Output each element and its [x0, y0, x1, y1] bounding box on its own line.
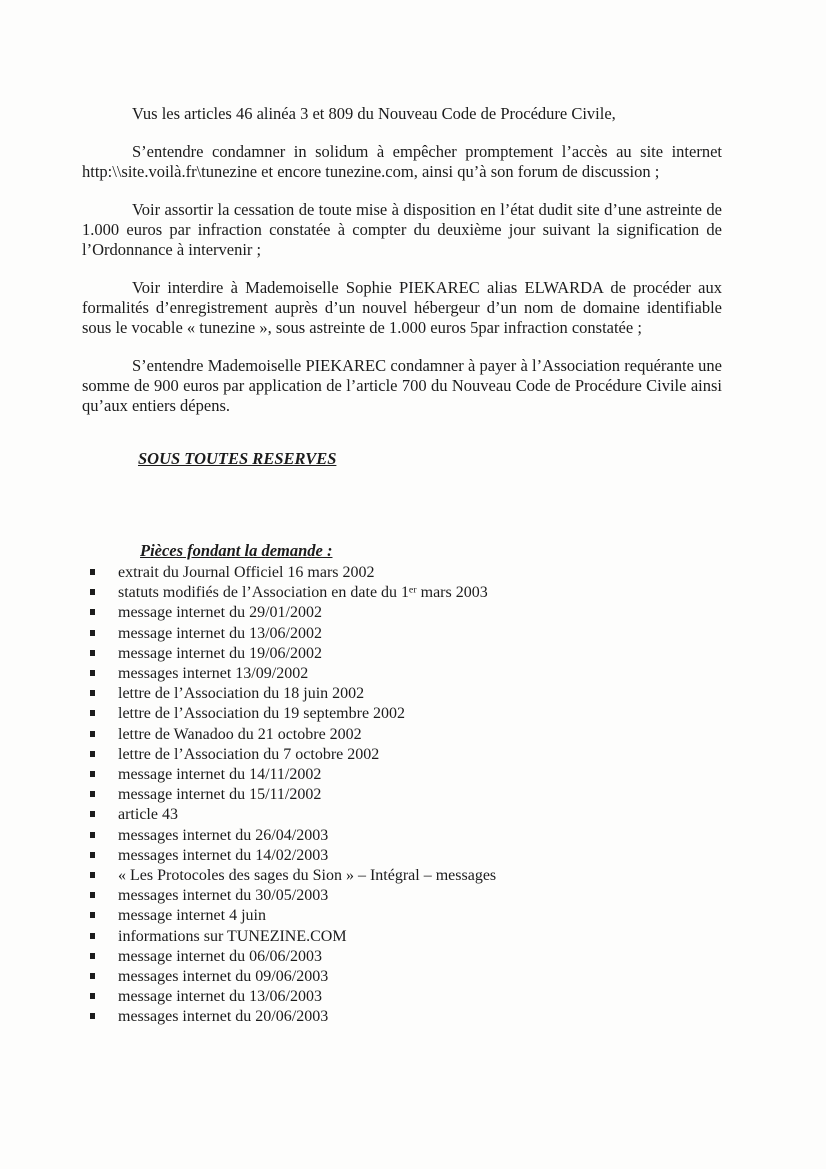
bullet-icon: [90, 892, 95, 898]
bullet-icon: [90, 630, 95, 636]
list-item: messages internet du 09/06/2003: [88, 967, 722, 987]
bullet-icon: [90, 650, 95, 656]
bullet-icon: [90, 933, 95, 939]
list-item: messages internet du 30/05/2003: [88, 886, 722, 906]
paragraph-astreinte: Voir assortir la cessation de toute mise à disposition en l’état dudit site d’une astreinte de 1.000 euros par infraction constatée à compter du deuxième jour suivant la signification de l’Ordonnance à intervenir ;: [82, 200, 722, 259]
list-item: message internet du 06/06/2003: [88, 947, 722, 967]
bullet-icon: [90, 852, 95, 858]
bullet-icon: [90, 731, 95, 737]
list-item: « Les Protocoles des sages du Sion » – Intégral – messages: [88, 866, 722, 886]
paragraph-interdire: Voir interdire à Mademoiselle Sophie PIEKAREC alias ELWARDA de procéder aux formalités d’enregistrement auprès d’un nouvel hébergeur d’un nom de domaine identifiable sous le vocable « tunezine », sous astreinte de 1.000 euros 5par infraction constatée ;: [82, 278, 722, 337]
bullet-icon: [90, 993, 95, 999]
list-item: lettre de l’Association du 7 octobre 2002: [88, 745, 722, 765]
list-item: message internet du 13/06/2002: [88, 624, 722, 644]
bullet-icon: [90, 690, 95, 696]
paragraph-depens: S’entendre Mademoiselle PIEKAREC condamner à payer à l’Association requérante une somme de 900 euros par application de l’article 700 du Nouveau Code de Procédure Civile ainsi qu’aux entiers dépens.: [82, 356, 722, 415]
bullet-icon: [90, 912, 95, 918]
list-item: message internet du 14/11/2002: [88, 765, 722, 785]
list-item: messages internet 13/09/2002: [88, 664, 722, 684]
paragraph-condamner-acces: S’entendre condamner in solidum à empêcher promptement l’accès au site internet http:\\site.voilà.fr\tunezine et encore tunezine.com, ainsi qu’à son forum de discussion ;: [82, 142, 722, 181]
bullet-icon: [90, 771, 95, 777]
list-item: lettre de l’Association du 18 juin 2002: [88, 684, 722, 704]
bullet-icon: [90, 710, 95, 716]
list-item: informations sur TUNEZINE.COM: [88, 927, 722, 947]
paragraph-articles: Vus les articles 46 alinéa 3 et 809 du Nouveau Code de Procédure Civile,: [132, 104, 616, 123]
bullet-icon: [90, 751, 95, 757]
bullet-icon: [90, 973, 95, 979]
bullet-icon: [90, 811, 95, 817]
list-item: message internet du 19/06/2002: [88, 644, 722, 664]
bullet-icon: [90, 670, 95, 676]
list-item: messages internet du 14/02/2003: [88, 846, 722, 866]
bullet-icon: [90, 569, 95, 575]
list-item: messages internet du 26/04/2003: [88, 826, 722, 846]
list-item: extrait du Journal Officiel 16 mars 2002: [88, 563, 722, 583]
reserves-heading: SOUS TOUTES RESERVES: [138, 449, 337, 468]
bullet-icon: [90, 589, 95, 595]
list-item: message internet du 15/11/2002: [88, 785, 722, 805]
list-item: message internet du 29/01/2002: [88, 603, 722, 623]
list-item: statuts modifiés de l’Association en date du 1ᵉʳ mars 2003: [88, 583, 722, 603]
list-item: lettre de Wanadoo du 21 octobre 2002: [88, 725, 722, 745]
bullet-icon: [90, 609, 95, 615]
list-item: message internet 4 juin: [88, 906, 722, 926]
bullet-icon: [90, 953, 95, 959]
list-item: article 43: [88, 805, 722, 825]
list-item: messages internet du 20/06/2003: [88, 1007, 722, 1027]
bullet-icon: [90, 791, 95, 797]
pieces-list: [82, 563, 722, 1028]
bullet-icon: [90, 832, 95, 838]
bullet-icon: [90, 1013, 95, 1019]
list-item: lettre de l’Association du 19 septembre 2002: [88, 704, 722, 724]
bullet-icon: [90, 872, 95, 878]
list-item: message internet du 13/06/2003: [88, 987, 722, 1007]
pieces-heading: Pièces fondant la demande :: [140, 541, 333, 560]
